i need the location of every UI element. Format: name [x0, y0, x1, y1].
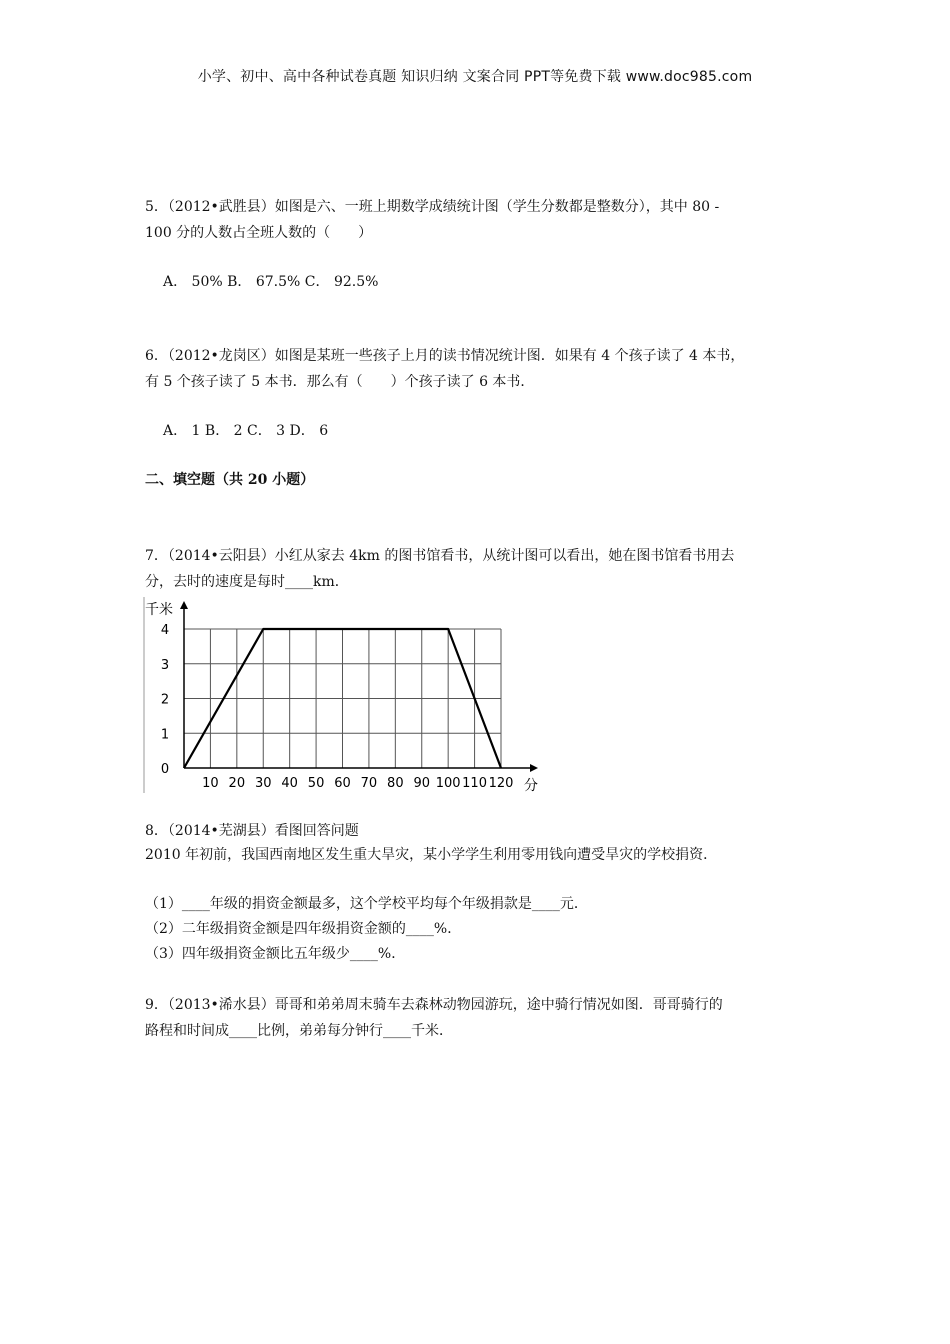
x-axis-arrow [530, 764, 538, 772]
q8-sub1: （1）____年级的捐资金额最多，这个学校平均每个年级捐款是____元． [145, 896, 588, 912]
y-tick-label: 1 [160, 727, 170, 743]
x-tick-label: 70 [360, 776, 378, 791]
x-tick-label: 10 [202, 776, 219, 791]
section-title: 二、填空题（共 20 小题） [145, 472, 315, 488]
q9-line1: 9．（2013•浠水县）哥哥和弟弟周末骑车去森林动物园游玩，途中骑行情况如图．哥哥骑行的 [145, 997, 723, 1013]
q5-line2: 100 分的人数占全班人数的（ ） [145, 225, 373, 241]
x-tick-label: 60 [334, 776, 351, 791]
x-axis-label: 分 [524, 778, 538, 793]
x-tick-label: 40 [281, 776, 298, 791]
chart-grid [184, 629, 501, 768]
q6-line1: 6．（2012•龙岗区）如图是某班一些孩子上月的读书情况统计图．如果有 4 个孩子读了 4 本书， [145, 348, 745, 364]
q8-line1: 8．（2014•芜湖县）看图回答问题 [145, 823, 359, 839]
page-header: 小学、初中、高中各种试卷真题 知识归纳 文案合同 PPT等免费下载 www.doc985.com [197, 69, 753, 85]
distance-time-chart [143, 597, 543, 793]
chart-ticks [161, 623, 514, 791]
y-axis-arrow [180, 601, 188, 609]
q8-sub3: （3）四年级捐资金额比五年级少____%． [145, 946, 406, 962]
chart-axes [144, 597, 538, 793]
chart-svg [143, 597, 543, 793]
x-tick-label: 30 [254, 776, 272, 791]
x-tick-label: 20 [228, 776, 246, 791]
q8-sub2: （2）二年级捐资金额是四年级捐资金额的____%． [145, 921, 462, 937]
y-tick-label: 0 [160, 762, 170, 777]
x-tick-label: 100 [435, 776, 461, 791]
x-tick-label: 120 [488, 776, 514, 791]
q6-options: A． 1 B． 2 C． 3 D． 6 [163, 423, 329, 439]
y-axis-label: 千米 [145, 602, 173, 618]
q5-line1: 5．（2012•武胜县）如图是六、一班上期数学成绩统计图（学生分数都是整数分），其中 80 - [145, 199, 720, 215]
x-tick-label: 110 [462, 776, 487, 791]
q7-line1: 7．（2014•云阳县）小红从家去 4km 的图书馆看书，从统计图可以看出，她在图书馆看书用去 [145, 548, 735, 564]
y-tick-label: 3 [160, 657, 170, 673]
q5-options: A． 50% B． 67.5% C． 92.5% [163, 274, 379, 290]
q6-line2: 有 5 个孩子读了 5 本书．那么有（ ）个孩子读了 6 本书． [145, 374, 535, 390]
y-tick-label: 2 [160, 692, 170, 708]
x-tick-label: 80 [387, 776, 404, 791]
y-tick-label: 4 [160, 623, 170, 638]
q8-line2: 2010 年初前，我国西南地区发生重大旱灾，某小学学生利用零用钱向遭受旱灾的学校捐资． [145, 847, 718, 863]
x-tick-label: 90 [413, 776, 431, 791]
q9-line2: 路程和时间成____比例，弟弟每分钟行____千米． [145, 1023, 453, 1039]
x-tick-label: 50 [307, 776, 325, 791]
q7-line2: 分，去时的速度是每时____km． [145, 574, 349, 590]
